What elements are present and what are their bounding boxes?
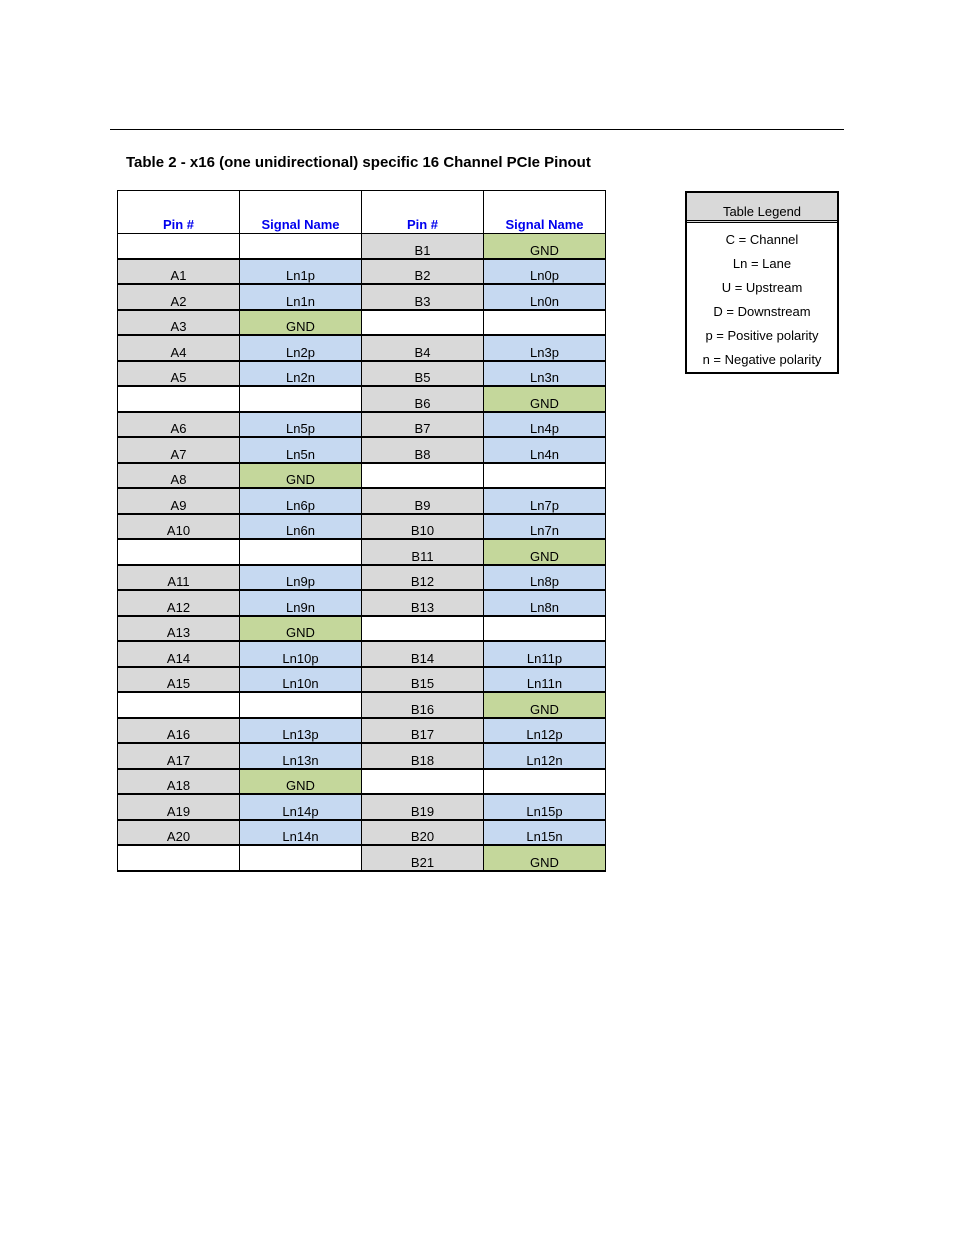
table-row: [118, 565, 606, 591]
cell-signal-b: Ln12n: [484, 743, 606, 769]
cell-pin-a: A1: [118, 259, 240, 285]
table-row: [118, 361, 606, 387]
cell-signal-a: Ln1p: [240, 259, 362, 285]
cell-pin-a: [118, 234, 240, 259]
cell-pin-a: A18: [118, 769, 240, 795]
table-header-row: [118, 191, 606, 234]
table-row: [118, 514, 606, 540]
table-row: [118, 590, 606, 616]
cell-signal-b: Ln7p: [484, 488, 606, 514]
cell-pin-b: [362, 310, 484, 336]
cell-signal-b: Ln0n: [484, 284, 606, 310]
table-row: [118, 794, 606, 820]
table-row: [118, 463, 606, 489]
cell-signal-b: Ln12p: [484, 718, 606, 744]
table-row: [118, 412, 606, 438]
table-row: [118, 769, 606, 795]
cell-pin-a: A20: [118, 820, 240, 846]
cell-signal-a: Ln13p: [240, 718, 362, 744]
table-row: [118, 488, 606, 514]
cell-pin-a: A2: [118, 284, 240, 310]
cell-pin-a: A11: [118, 565, 240, 591]
cell-signal-a: [240, 692, 362, 718]
cell-signal-b: Ln3p: [484, 335, 606, 361]
cell-signal-a: Ln6p: [240, 488, 362, 514]
table-row: [118, 386, 606, 412]
cell-pin-b: B18: [362, 743, 484, 769]
cell-signal-a: GND: [240, 463, 362, 489]
cell-signal-a: [240, 234, 362, 259]
cell-signal-a: [240, 386, 362, 412]
cell-signal-a: GND: [240, 616, 362, 642]
cell-signal-a: Ln14n: [240, 820, 362, 846]
cell-pin-a: A8: [118, 463, 240, 489]
column-header-signal-b: Signal Name: [484, 191, 606, 234]
cell-signal-b: Ln15p: [484, 794, 606, 820]
cell-pin-a: A6: [118, 412, 240, 438]
cell-signal-a: Ln6n: [240, 514, 362, 540]
cell-signal-a: Ln14p: [240, 794, 362, 820]
table-title: Table 2 - x16 (one unidirectional) specific 16 Channel PCIe Pinout: [126, 154, 591, 171]
legend-item: n = Negative polarity: [702, 352, 822, 367]
table-row: [118, 284, 606, 310]
cell-signal-a: Ln9p: [240, 565, 362, 591]
cell-signal-b: GND: [484, 234, 606, 259]
cell-signal-b: Ln11n: [484, 667, 606, 693]
cell-pin-a: [118, 386, 240, 412]
cell-signal-a: Ln1n: [240, 284, 362, 310]
cell-pin-b: [362, 463, 484, 489]
table-row: [118, 667, 606, 693]
table-row: [118, 845, 606, 871]
cell-signal-a: GND: [240, 310, 362, 336]
cell-pin-b: B16: [362, 692, 484, 718]
cell-pin-a: A10: [118, 514, 240, 540]
table-row: [118, 743, 606, 769]
cell-signal-b: [484, 769, 606, 795]
cell-signal-a: Ln10p: [240, 641, 362, 667]
cell-pin-b: B10: [362, 514, 484, 540]
table-row: [118, 234, 606, 259]
cell-pin-b: [362, 616, 484, 642]
cell-pin-b: B17: [362, 718, 484, 744]
cell-signal-b: GND: [484, 539, 606, 565]
cell-pin-a: A14: [118, 641, 240, 667]
table-row: [118, 718, 606, 744]
cell-pin-b: B7: [362, 412, 484, 438]
cell-signal-b: GND: [484, 845, 606, 871]
cell-pin-b: B8: [362, 437, 484, 463]
table-row: [118, 310, 606, 336]
cell-signal-a: [240, 845, 362, 871]
cell-signal-b: Ln8p: [484, 565, 606, 591]
cell-pin-b: B6: [362, 386, 484, 412]
legend-item: D = Downstream: [713, 304, 811, 319]
cell-signal-b: Ln11p: [484, 641, 606, 667]
cell-pin-b: B2: [362, 259, 484, 285]
legend-header: [687, 193, 837, 223]
cell-signal-a: Ln10n: [240, 667, 362, 693]
cell-pin-a: A4: [118, 335, 240, 361]
cell-signal-a: Ln5n: [240, 437, 362, 463]
cell-signal-b: [484, 310, 606, 336]
cell-signal-b: GND: [484, 386, 606, 412]
legend-item: C = Channel: [725, 232, 799, 247]
table-row: [118, 692, 606, 718]
cell-pin-a: A17: [118, 743, 240, 769]
cell-pin-a: A12: [118, 590, 240, 616]
cell-signal-b: [484, 616, 606, 642]
legend-item: p = Positive polarity: [705, 328, 819, 343]
pinout-table-body: [118, 234, 606, 871]
cell-pin-b: B19: [362, 794, 484, 820]
cell-pin-a: A7: [118, 437, 240, 463]
cell-pin-b: B11: [362, 539, 484, 565]
pinout-table: [117, 190, 606, 872]
cell-pin-b: B3: [362, 284, 484, 310]
column-header-signal-a: Signal Name: [240, 191, 362, 234]
table-row: [118, 335, 606, 361]
legend-body: [687, 223, 837, 372]
cell-signal-b: Ln15n: [484, 820, 606, 846]
cell-pin-b: B15: [362, 667, 484, 693]
legend-item: Ln = Lane: [732, 256, 792, 271]
cell-pin-b: B13: [362, 590, 484, 616]
cell-signal-a: Ln2n: [240, 361, 362, 387]
cell-pin-a: A19: [118, 794, 240, 820]
header-rule: [110, 129, 844, 130]
table-row: [118, 616, 606, 642]
table-legend: [685, 191, 839, 374]
cell-signal-a: Ln5p: [240, 412, 362, 438]
table-row: [118, 820, 606, 846]
cell-pin-a: [118, 539, 240, 565]
cell-pin-a: A13: [118, 616, 240, 642]
cell-signal-a: [240, 539, 362, 565]
cell-signal-b: Ln3n: [484, 361, 606, 387]
cell-pin-a: A3: [118, 310, 240, 336]
cell-signal-b: Ln4n: [484, 437, 606, 463]
cell-signal-b: Ln4p: [484, 412, 606, 438]
legend-item: U = Upstream: [721, 280, 803, 295]
cell-pin-b: B5: [362, 361, 484, 387]
cell-pin-b: B4: [362, 335, 484, 361]
table-row: [118, 539, 606, 565]
cell-pin-a: A15: [118, 667, 240, 693]
cell-pin-b: B1: [362, 234, 484, 259]
cell-signal-a: Ln9n: [240, 590, 362, 616]
cell-pin-a: A9: [118, 488, 240, 514]
cell-pin-a: A16: [118, 718, 240, 744]
cell-signal-b: [484, 463, 606, 489]
cell-pin-a: A5: [118, 361, 240, 387]
cell-signal-a: Ln2p: [240, 335, 362, 361]
cell-pin-b: B20: [362, 820, 484, 846]
cell-pin-b: B21: [362, 845, 484, 871]
legend-title: Table Legend: [722, 204, 802, 219]
cell-signal-b: Ln0p: [484, 259, 606, 285]
cell-signal-b: GND: [484, 692, 606, 718]
cell-signal-b: Ln8n: [484, 590, 606, 616]
table-row: [118, 259, 606, 285]
column-header-pin-a: Pin #: [118, 191, 240, 234]
table-row: [118, 641, 606, 667]
cell-pin-b: B14: [362, 641, 484, 667]
cell-pin-a: [118, 692, 240, 718]
cell-pin-b: B9: [362, 488, 484, 514]
cell-signal-a: GND: [240, 769, 362, 795]
column-header-pin-b: Pin #: [362, 191, 484, 234]
cell-pin-b: [362, 769, 484, 795]
cell-pin-a: [118, 845, 240, 871]
cell-pin-b: B12: [362, 565, 484, 591]
cell-signal-b: Ln7n: [484, 514, 606, 540]
table-row: [118, 437, 606, 463]
cell-signal-a: Ln13n: [240, 743, 362, 769]
